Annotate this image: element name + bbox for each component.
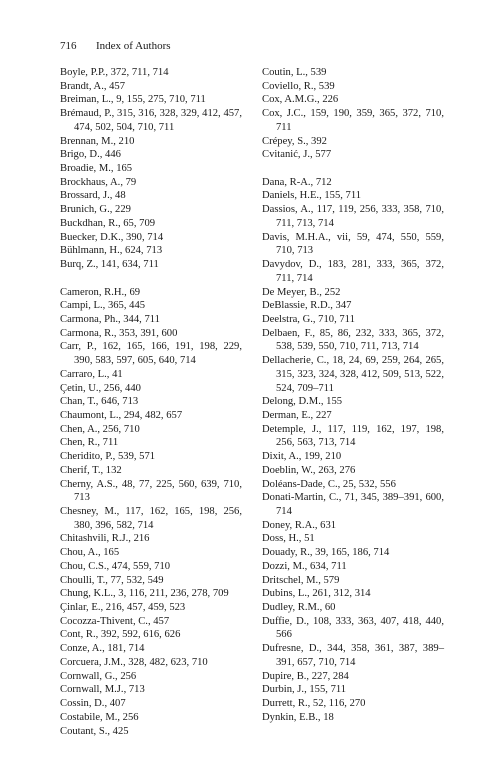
index-entry: Cox, J.C., 159, 190, 359, 365, 372, 710, 711 [262,108,444,133]
index-entry: Doss, H., 51 [262,533,315,545]
index-entry: Chesney, M., 117, 162, 165, 198, 256, 380, 396, 582, 714 [60,506,242,531]
index-entry: Delbaen, F., 85, 86, 232, 333, 365, 372, 538, 539, 550, 710, 711, 713, 714 [262,327,444,353]
index-entry: Conze, A., 181, 714 [60,643,145,655]
index-entry: Brossard, J., 48 [60,190,126,202]
index-entry: Buckdhan, R., 65, 709 [60,217,156,229]
page-header [60,39,171,53]
left-column [60,66,242,738]
index-entry: Choulli, T., 77, 532, 549 [60,574,164,586]
index-entry: Davydov, D., 183, 281, 333, 365, 372, 711, 714 [262,259,444,284]
index-entry: Cheridito, P., 539, 571 [60,451,156,463]
index-entry: Delong, D.M., 155 [262,396,343,408]
index-entry: Buecker, D.K., 390, 714 [60,231,164,243]
letter-group-gap [262,162,444,176]
index-entry: Carr, P., 162, 165, 166, 191, 198, 229, 390, 583, 597, 605, 640, 714 [60,341,242,367]
index-entry: Cherny, A.S., 48, 77, 225, 560, 639, 710, 713 [60,478,242,504]
index-entry: DeBlassie, R.D., 347 [262,300,352,312]
index-entry: Boyle, P.P., 372, 711, 714 [60,67,169,78]
index-entry: Chung, K.L., 3, 116, 211, 236, 278, 709 [60,588,229,600]
index-entry: Durbin, J., 155, 711 [262,684,347,696]
index-entry: Brockhaus, A., 79 [60,176,137,188]
index-entry: Coutin, L., 539 [262,67,327,78]
index-entry: Dupire, B., 227, 284 [262,670,349,682]
index-entry: Coutant, S., 425 [60,725,129,737]
index-entry: Donati-Martin, C., 71, 345, 389–391, 600, 714 [262,492,444,517]
index-entry: Dassios, A., 117, 119, 256, 333, 358, 710, 711, 713, 714 [262,204,444,229]
index-entry: Brennan, M., 210 [60,135,135,147]
index-entry: Chou, A., 165 [60,547,120,559]
letter-group-gap [60,272,242,286]
index-entry: Coviello, R., 539 [262,80,335,92]
index-entry: Doléans-Dade, C., 25, 532, 556 [262,478,396,490]
running-title: Index of Authors [96,40,171,52]
index-entry: Brigo, D., 446 [60,149,121,161]
index-entry: Brunich, G., 229 [60,204,131,216]
index-entry: Broadie, M., 165 [60,163,133,175]
index-entry: Dudley, R.M., 60 [262,602,336,614]
index-entry: Carmona, R., 353, 391, 600 [60,327,178,339]
index-entry: Durrett, R., 52, 116, 270 [262,698,366,710]
index-entry: Detemple, J., 117, 119, 162, 197, 198, 256, 563, 713, 714 [262,423,444,449]
index-entry: Cameron, R.H., 69 [60,286,141,298]
index-entry: Douady, R., 39, 165, 186, 714 [262,547,390,559]
index-entry: Brandt, A., 457 [60,80,126,92]
index-entry: Dritschel, M., 579 [262,574,340,586]
index-entry: Chou, C.S., 474, 559, 710 [60,560,171,572]
index-entry: Duffie, D., 108, 333, 363, 407, 418, 440, 566 [262,615,444,641]
index-entry: Cvitanić, J., 577 [262,149,332,161]
index-entry: Dubins, L., 261, 312, 314 [262,588,371,600]
index-entry: Cocozza-Thivent, C., 457 [60,615,170,627]
index-entry: Campi, L., 365, 445 [60,300,146,312]
index-entry: Burq, Z., 141, 634, 711 [60,259,159,271]
index-entry: Cox, A.M.G., 226 [262,94,339,106]
index-entry: Cornwall, M.J., 713 [60,684,145,696]
page-number: 716 [60,40,77,52]
index-entry: Cherif, T., 132 [60,464,122,476]
index-entry: Chen, R., 711 [60,437,119,449]
right-column [262,66,444,725]
index-entry: Dynkin, E.B., 18 [262,711,334,723]
index-entry: Derman, E., 227 [262,409,332,421]
index-entry: Dana, R-A., 712 [262,176,332,188]
index-entry: Chitashvili, R.J., 216 [60,533,150,545]
index-entry: Davis, M.H.A., vii, 59, 474, 550, 559, 710, 713 [262,231,444,257]
index-entry: Chan, T., 646, 713 [60,396,139,408]
index-entry: Brémaud, P., 315, 316, 328, 329, 412, 457, 474, 502, 504, 710, 711 [60,108,242,133]
index-entry: Carraro, L., 41 [60,368,123,380]
index-entry: Breiman, L., 9, 155, 275, 710, 711 [60,94,206,106]
index-entry: Cont, R., 392, 592, 616, 626 [60,629,181,641]
index-entry: Dufresne, D., 344, 358, 361, 387, 389–391, 657, 710, 714 [262,643,444,668]
index-entry: Deelstra, G., 710, 711 [262,313,355,325]
index-entry: Chaumont, L., 294, 482, 657 [60,409,183,421]
index-entry: Cornwall, G., 256 [60,670,137,682]
index-entry: Çinlar, E., 216, 457, 459, 523 [60,602,186,614]
index-entry: Crépey, S., 392 [262,135,327,147]
index-entry: Costabile, M., 256 [60,711,139,723]
index-entry: Doeblin, W., 263, 276 [262,464,356,476]
index-entry: Dozzi, M., 634, 711 [262,560,347,572]
index-entry: Corcuera, J.M., 328, 482, 623, 710 [60,656,208,668]
index-entry: De Meyer, B., 252 [262,286,341,298]
index-entry: Doney, R.A., 631 [262,519,337,531]
index-entry: Daniels, H.E., 155, 711 [262,190,362,202]
index-entry: Dixit, A., 199, 210 [262,451,342,463]
index-entry: Dellacherie, C., 18, 24, 69, 259, 264, 265, 315, 323, 324, 328, 412, 509, 513, 522, 524, 709–711 [262,355,444,394]
index-entry: Chen, A., 256, 710 [60,423,140,435]
index-entry: Bühlmann, H., 624, 713 [60,245,163,257]
index-entry: Carmona, Ph., 344, 711 [60,313,160,325]
index-entry: Çetin, U., 256, 440 [60,382,141,394]
index-entry: Cossin, D., 407 [60,698,126,710]
